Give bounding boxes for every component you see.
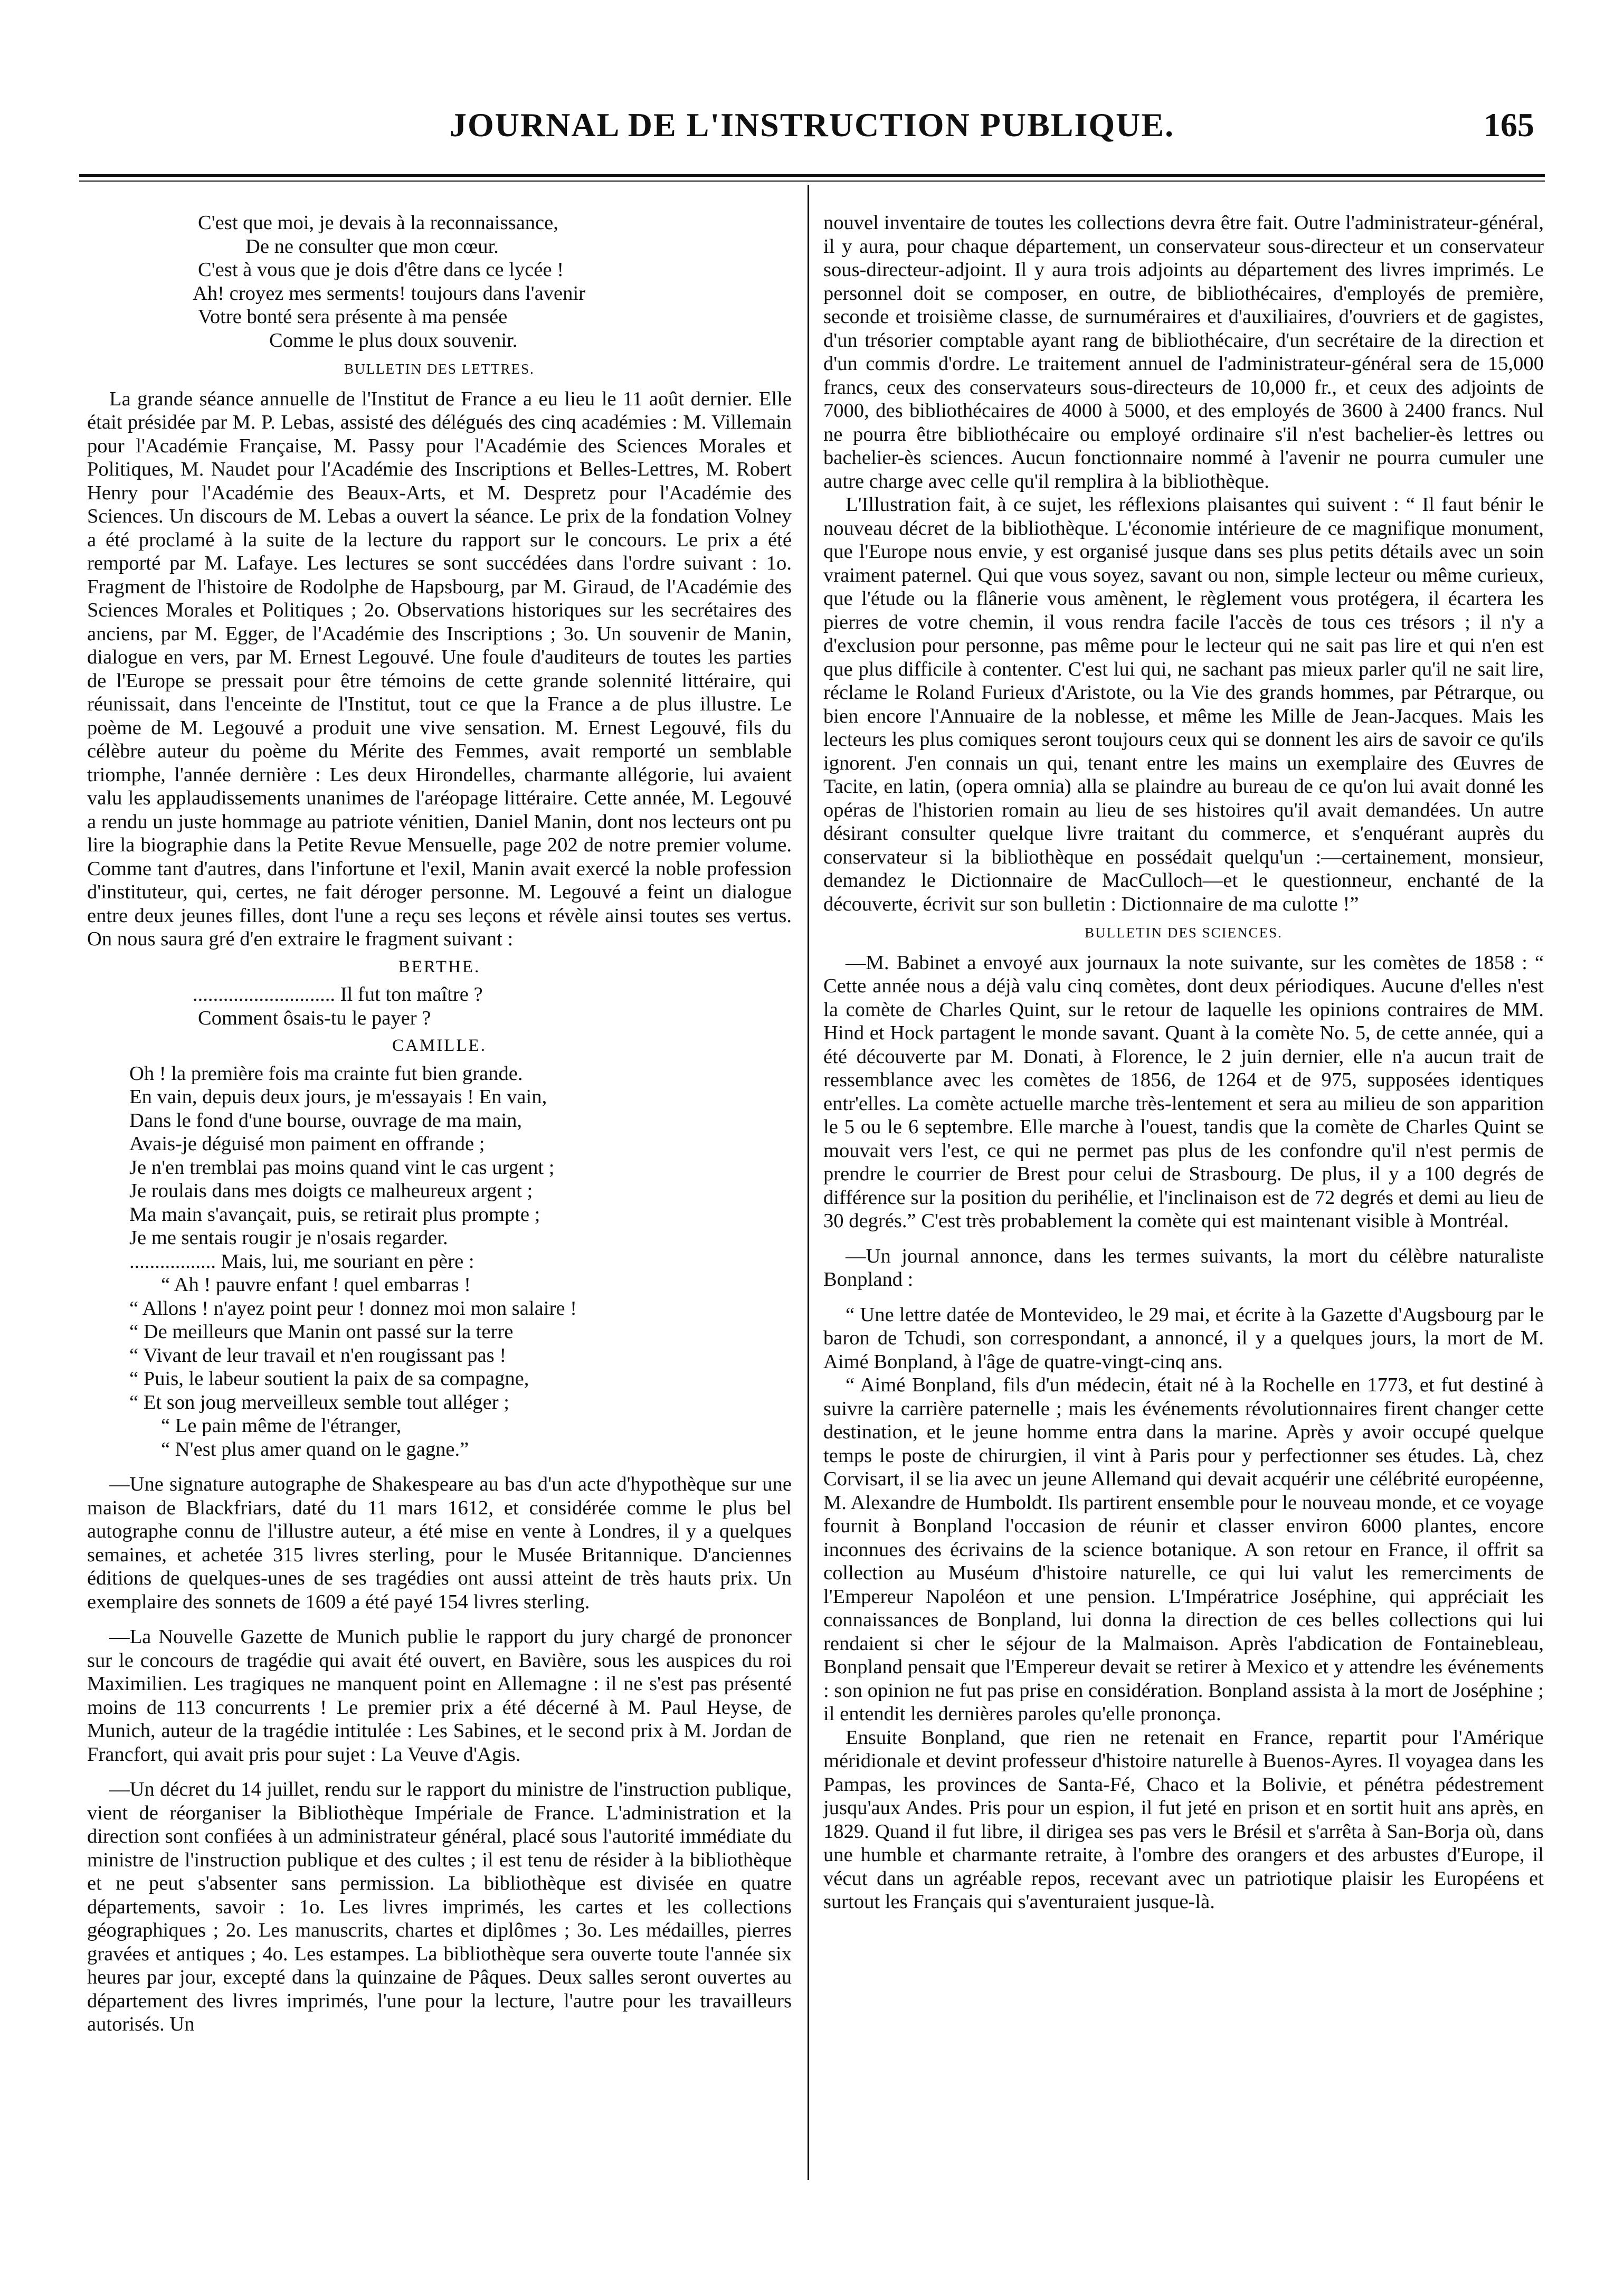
article-bibliotheque-cont: nouvel inventaire de toutes les collections devra être fait. Outre l'administrateur-général, il y aura, pour chaque département, un conservateur sous-directeur et un conservateur sous-directeur-adjoint. Il y aura trois adjoints au département des livres imprimés. Le personnel doit se composer, en outre, de bibliothécaires, d'employés de première, seconde et troisième classe, de surnuméraires et d'auxiliaires, d'ouvriers et de gagistes, d'un trésorier comptable ayant rang de bibliothécaire, d'un secrétaire de la direction et d'un commis d'ordre. Le traitement annuel de l'administrateur-général sera de 15,000 francs, ceux des conservateurs sous-directeurs de 10,000 fr., et ceux des adjoints de 7000, des bibliothécaires de 4000 à 5000, et des employés de 3600 à 2400 francs. Nul ne pourra être bibliothécaire ou employé ordinaire s'il n'est bachelier-ès lettres ou bachelier-ès sciences. Aucun fonctionnaire nommé à l'avenir ne pourra cumuler une autre charge avec celle qu'il remplira à la bibliothèque.: [823, 212, 1544, 492]
section-heading-lettres: BULLETIN DES LETTRES.: [344, 361, 535, 377]
verse-line: “ N'est plus amer quand on le gagne.”: [161, 1438, 469, 1460]
poem-intro: [193, 211, 792, 352]
section-heading-sciences: BULLETIN DES SCIENCES.: [1085, 925, 1283, 941]
verse-line: Avais-je déguisé mon paiment en offrande ;: [129, 1133, 485, 1155]
speaker-berthe: BERTHE.: [398, 957, 481, 976]
article-bonpland-intro: —Un journal annonce, dans les termes suivants, la mort du célèbre naturaliste Bonpland :: [823, 1245, 1544, 1291]
article-bonpland-bio: “ Aimé Bonpland, fils d'un médecin, était né à la Rochelle en 1773, et fut destiné à suivre la carrière paternelle ; mais les événements révolutionnaires firent changer cette destination, et le jeune homme entra dans la marine. Après y avoir occupé quelque temps le poste de chirurgien, il vint à Paris pour y perfectionner ses études. Là, chez Corvisart, il se lia avec un jeune Allemand qui devait acquérir une célébrité européenne, M. Alexandre de Humboldt. Ils partirent ensemble pour le nouveau monde, et ce voyage fournit à Bonpland l'occasion de réunir et classer environ 6000 plantes, encore inconnues des écrivains de la science botanique. A son retour en France, il offrit sa collection au Muséum d'histoire naturelle, ce qui lui valut les remerciments de l'Empereur Napoléon et une pension. L'Impératrice Joséphine, qui appréciait les connaissances de Bonpland, lui donna la direction de ces belles collections qui lui rendaient si cher le séjour de la Malmaison. Après l'abdication de Fontainebleau, Bonpland pensait que l'Empereur devait se retirer à Mexico et y attendre les événements : son opinion ne fut pas prise en considération. Bonpland assista à la mort de Joséphine ; il entendit les dernières paroles qu'elle prononça.: [823, 1374, 1544, 1725]
header-rule-thin: [79, 181, 1545, 182]
verse-line: “ Allons ! n'ayez point peur ! donnez moi mon salaire !: [129, 1297, 577, 1320]
speaker-camille: CAMILLE.: [392, 1036, 487, 1055]
page-header: [79, 106, 1545, 169]
page-number: 165: [1484, 106, 1534, 144]
article-bonpland-lettre: “ Une lettre datée de Montevideo, le 29 mai, et écrite à la Gazette d'Augsbourg par le baron de Tchudi, son correspondant, a annoncé, il y a quelques jours, la mort de M. Aimé Bonpland, à l'âge de quatre-vingt-cinq ans.: [823, 1303, 1544, 1373]
column-divider: [808, 185, 809, 2180]
verse-line: Oh ! la première fois ma crainte fut bien grande.: [129, 1062, 523, 1085]
verse-line: C'est à vous que je dois d'être dans ce lycée !: [198, 259, 564, 281]
verse-line: Comment ôsais-tu le payer ?: [198, 1007, 431, 1029]
verse-line: Comme le plus doux souvenir.: [269, 329, 518, 352]
verse-line: “ Puis, le labeur soutient la paix de sa compagne,: [129, 1368, 529, 1390]
article-gazette-munich: —La Nouvelle Gazette de Munich publie le rapport du jury chargé de prononcer sur le concours de tragédie qui avait été ouvert, en Bavière, sous les auspices du roi Maximilien. Les tragiques ne manquent point en Allemagne : il ne s'est pas présenté moins de 113 concurrents ! Le premier prix a été décerné à M. Paul Heyse, de Munich, auteur de la tragédie intitulée : Les Sabines, et le second prix à M. Jordan de Francfort, qui avait pris pour sujet : La Veuve d'Agis.: [87, 1626, 792, 1766]
verse-line: “ Le pain même de l'étranger,: [161, 1415, 402, 1437]
verse-line: Je me sentais rougir je n'osais regarder.: [129, 1227, 448, 1249]
verse-line: ................. Mais, lui, me souriant en père :: [129, 1250, 474, 1273]
article-cometes: —M. Babinet a envoyé aux journaux la note suivante, sur les comètes de 1858 : “ Cette année nous a déjà valu cinq comètes, dont deux périodiques. Aucune d'elles n'est la comète de Charles Quint, sur le retour de laquelle les opinions contraires de MM. Hind et Hock partagent le monde savant. Quant à la comète No. 5, de cette année, qui a été découverte par M. Donati, à Florence, le 2 juin dernier, elle n'a aucun trait de ressemblance avec les comètes de 1856, de 1264 et de 975, supposées identiques entr'elles. La comète actuelle marche très-lentement et sera au milieu de son apparition le 5 ou le 6 septembre. Elle marche à l'ouest, tandis que la comète de Charles Quint se mouvait vers l'est, ce qui ne permet pas plus de les confondre qu'il n'est permis de prendre le courrier de Brest pour celui de Strasbourg. De plus, il y a 100 degrés de différence sur la position du perihélie, et l'inclinaison est de 72 degrés et demi au lieu de 30 degrés.” C'est très probablement la comète qui est maintenant visible à Montréal.: [823, 951, 1544, 1232]
verse-line: “ Ah ! pauvre enfant ! quel embarras !: [161, 1274, 471, 1296]
journal-title: JOURNAL DE L'INSTRUCTION PUBLIQUE.: [449, 106, 1175, 144]
verse-line: De ne consulter que mon cœur.: [245, 235, 499, 258]
article-bibliotheque: —Un décret du 14 juillet, rendu sur le rapport du ministre de l'instruction publique, vient de réorganiser la Bibliothèque Impériale de France. L'administration et la direction sont confiées à un administrateur général, placé sous l'autorité immédiate du ministre de l'instruction publique et des cultes ; il est tenu de résider à la bibliothèque et ne peut s'absenter sans permission. La bibliothèque est divisée en quatre départements, savoir : 1o. Les livres imprimés, les cartes et les collections géographiques ; 2o. Les manuscrits, chartes et diplômes ; 3o. Les médailles, pierres gravées et antiques ; 4o. Les estampes. La bibliothèque sera ouverte toute l'année six heures par jour, excepté dans la quinzaine de Pâques. Deux salles seront ouvertes au département des livres imprimés, l'une pour la lecture, l'autre pour les travailleurs autorisés. Un: [87, 1778, 792, 2035]
verse-line: En vain, depuis deux jours, je m'essayais ! En vain,: [129, 1086, 547, 1108]
left-column: [87, 211, 792, 2036]
verse-line: Je roulais dans mes doigts ce malheureux argent ;: [129, 1180, 533, 1202]
verse-line: Ma main s'avançait, puis, se retirait plus prompte ;: [129, 1203, 540, 1226]
verse-line: Ah! croyez mes serments! toujours dans l'avenir: [193, 282, 586, 305]
article-bonpland-amerique: Ensuite Bonpland, que rien ne retenait en France, repartit pour l'Amérique méridionale et devint professeur d'histoire naturelle à Buenos-Ayres. Il voyagea dans les Pampas, les provinces de Santa-Fé, Chaco et la Bolivie, et pénétra pédestrement jusqu'aux Andes. Pris pour un espion, il fut jeté en prison et en sortit huit ans après, en 1829. Quand il fut libre, il dirigea ses pas vers le Brésil et s'arrêta à San-Borja où, dans une humble et charmante retraite, à l'ombre des orangers et des arbustes d'Europe, il vécut dans un agréable repos, recevant avec un patriotique plaisir les Européens et surtout les Français qui s'aventuraient jusque-là.: [823, 1726, 1544, 1913]
article-illustration: L'Illustration fait, à ce sujet, les réflexions plaisantes qui suivent : “ Il faut bénir le nouveau décret de la bibliothèque. L'économie intérieure de ce magnifique monument, que l'Europe nous envie, y est organisé jusque dans ses plus petits détails avec un soin vraiment paternel. Qui que vous soyez, savant ou non, simple lecteur ou même curieux, que l'étude ou la flânerie vous amènent, le règlement vous protégera, il écartera les pierres de votre chemin, il vous rendra facile l'accès de tous ces trésors ; il n'y a d'exclusion pour personne, pas même pour le lecteur qui ne sait pas lire et qui n'en est que plus difficile à contenter. C'est lui qui, ne sachant pas mieux parler qu'il ne sait lire, réclame le Roland Furieux d'Aristote, ou la Vie des grands hommes, par Pétrarque, ou bien encore l'Annuaire de la noblesse, et même les Mille de Jean-Jacques. Mais les lecteurs les plus comiques seront toujours ceux qui se donnent les airs de savoir ce qu'ils ignorent. J'en connais un qui, tenant entre les mains un exemplaire des Œuvres de Tacite, en latin, (opera omnia) alla se plaindre au bureau de ce qu'on lui avait donné les opéras de l'historien romain au lieu de ses histoires qu'il avait demandées. Un autre désirant consulter quelque livre traitant du commerce, et s'enquérant auprès du conservateur si la bibliothèque en possédait quelqu'un :—certainement, monsieur, demandez le Dictionnaire de MacCulloch—et le questionneur, enchanté de la découverte, écrivit sur son bulletin : Dictionnaire de ma culotte !”: [823, 494, 1544, 915]
article-shakespeare: —Une signature autographe de Shakespeare au bas d'un acte d'hypothèque sur une maison de Blackfriars, daté du 11 mars 1612, et considérée comme le plus bel autographe connu de l'illustre auteur, a été mise en vente à Londres, il y a quelques semaines, et achetée 315 livres sterling, pour le Musée Britannique. D'anciennes éditions de quelques-unes de ses tragédies ont aussi atteint de très hauts prix. Un exemplaire des sonnets de 1609 a été payé 154 livres sterling.: [87, 1473, 792, 1613]
verse-line: C'est que moi, je devais à la reconnaissance,: [198, 212, 558, 234]
verse-line: “ Vivant de leur travail et n'en rougissant pas !: [129, 1344, 507, 1367]
verse-line: Je n'en tremblai pas moins quand vint le cas urgent ;: [129, 1156, 555, 1179]
article-institut: La grande séance annuelle de l'Institut de France a eu lieu le 11 août dernier. Elle était présidée par M. P. Lebas, assisté des délégués des cinq académies : M. Villemain pour l'Académie Française, M. Passy pour l'Académie des Sciences Morales et Politiques, M. Naudet pour l'Académie des Inscriptions et Belles-Lettres, M. Robert Henry pour l'Académie des Beaux-Arts, et M. Despretz pour l'Académie des Sciences. Un discours de M. Lebas a ouvert la séance. Le prix de la fondation Volney a été proclamé à la suite de la lecture du rapport sur le concours. Le prix a été remporté par M. Lafaye. Les lectures se sont succédées dans l'ordre suivant : 1o. Fragment de l'histoire de Rodolphe de Hapsbourg, par M. Giraud, de l'Académie des Sciences Morales et Politiques ; 2o. Observations historiques sur les secrétaires des anciens, par M. Egger, de l'Académie des Inscriptions ; 3o. Un souvenir de Manin, dialogue en vers, par M. Ernest Legouvé. Une foule d'auditeurs de toutes les parties de l'Europe se pressait pour être témoins de cette grande solennité littéraire, qui réunissait, dans l'enceinte de l'Institut, tout ce que la France a de plus illustre. Le poème de M. Legouvé a produit une vive sensation. M. Ernest Legouvé, fils du célèbre auteur du poème du Mérite des Femmes, avait remporté un semblable triomphe, l'année dernière : Les deux Hirondelles, charmante allégorie, lui avaient valu les applaudissements unanimes de l'aréopage littéraire. Cette année, M. Legouvé a rendu un juste hommage au patriote vénitien, Daniel Manin, dont nos lecteurs ont pu lire la biographie dans la Petite Revue Mensuelle, page 202 de notre premier volume. Comme tant d'autres, dans l'infortune et l'exil, Manin avait exercé la noble profession d'instituteur, qui, certes, ne fait déroger personne. M. Legouvé a feint un dialogue entre deux jeunes filles, dont l'une a reçu ses leçons et révèle ainsi toutes ses vertus. On nous saura gré d'en extraire le fragment suivant :: [87, 387, 792, 950]
verse-line: “ Et son joug merveilleux semble tout alléger ;: [129, 1391, 509, 1414]
dialogue-berthe: [87, 983, 792, 1030]
verse-line: “ De meilleurs que Manin ont passé sur la terre: [129, 1321, 514, 1343]
header-rule-thick: [79, 174, 1545, 177]
right-column: [823, 211, 1544, 1914]
verse-line: Dans le fond d'une bourse, ouvrage de ma main,: [129, 1109, 523, 1132]
dialogue-camille: [129, 1062, 792, 1462]
verse-line: ............................ Il fut ton maître ?: [193, 983, 483, 1006]
verse-line: Votre bonté sera présente à ma pensée: [198, 306, 508, 328]
